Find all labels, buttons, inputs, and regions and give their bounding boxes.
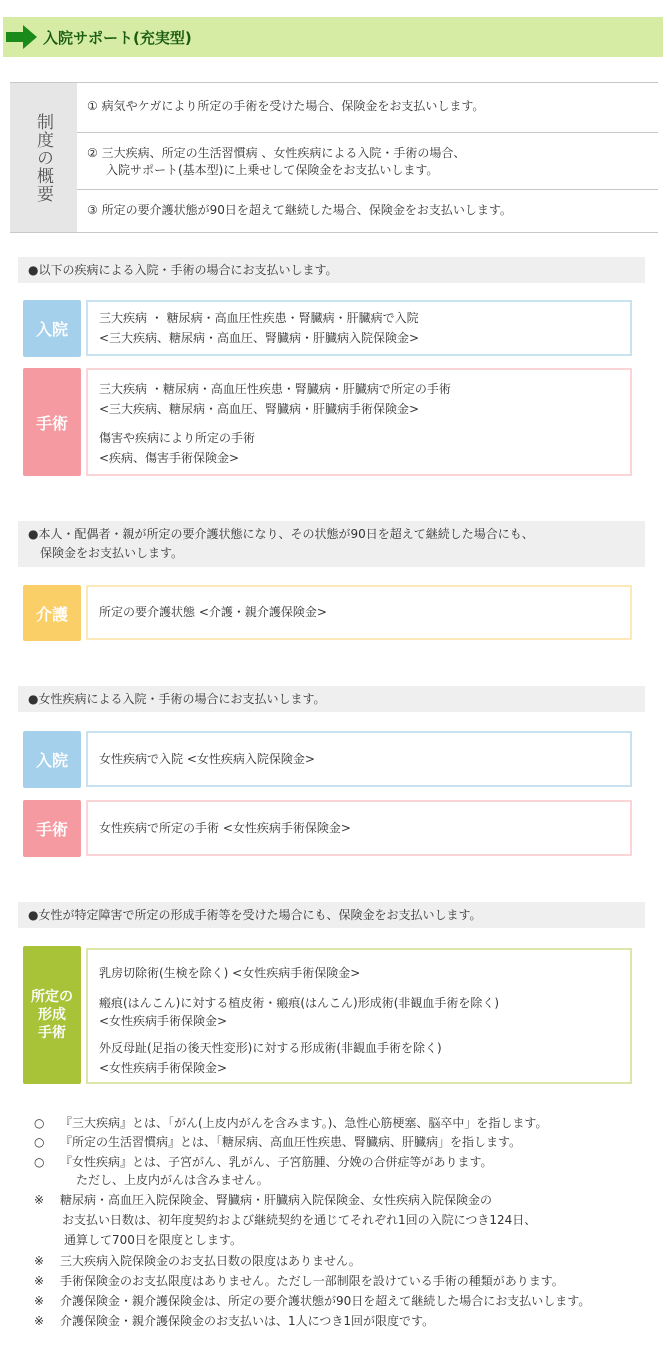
box-text: 所定の要介護状態 <介護・親介護保険金>: [99, 605, 327, 619]
section-heading: [18, 257, 645, 283]
overview-row: [77, 83, 658, 133]
page-title-bar: [3, 17, 663, 57]
box-text: 乳房切除術(生検を除く) <女性疾病手術保険金>: [99, 966, 361, 980]
note-text: 通算して700日を限度とします。: [64, 1233, 242, 1247]
note-mark: ○: [34, 1155, 45, 1169]
note-text: 『三大疾病』とは、「がん(上皮内がんを含みます。)、急性心筋梗塞、脳卒中」を指します。: [60, 1116, 548, 1130]
overview-item-2-line2: 入院サポート(基本型)に上乗せして保険金をお支払いします。: [106, 163, 439, 177]
section-heading-text: 保険金をお支払いします。: [40, 546, 184, 560]
note-mark: ※: [34, 1314, 45, 1328]
note-text: 『女性疾病』とは、子宮がん、乳がん、子宮筋腫、分娩の合併症等があります。: [60, 1155, 493, 1169]
box-text: 三大疾病 ・糖尿病・高血圧性疾患・腎臓病・肝臓病で所定の手術: [99, 382, 451, 396]
female-surgery-box: [86, 800, 632, 856]
box-text: 外反母趾(足指の後天性変形)に対する形成術(非観血手術を除く): [99, 1041, 442, 1055]
section-heading-text: ●以下の疾病による入院・手術の場合にお支払いします。: [28, 263, 338, 277]
section-heading: [18, 521, 645, 567]
section-heading-text: ●本人・配偶者・親が所定の要介護状態になり、その状態が90日を超えて継続した場合にも、: [28, 527, 534, 541]
plastic-surgery-box: [86, 948, 632, 1084]
note-mark: ○: [34, 1116, 45, 1130]
note-text: 介護保険金・親介護保険金のお支払いは、1人につき1回が限度です。: [60, 1314, 435, 1328]
box-text: 傷害や疾病により所定の手術: [99, 431, 256, 445]
hospital-tag: 入院: [23, 731, 81, 788]
overview-label-cell: [10, 83, 77, 232]
female-hospital-box: [86, 731, 632, 787]
right-arrow-icon: [6, 25, 37, 49]
hospital-box: [86, 300, 632, 356]
overview-item-2-line1: ② 三大疾病、所定の生活習慣病 、女性疾病による入院・手術の場合、: [87, 146, 466, 160]
surgery-tag: 手術: [23, 800, 81, 857]
page-title: 入院サポート(充実型): [43, 29, 192, 47]
note-text: 糖尿病・高血圧入院保険金、腎臓病・肝臓病入院保険金、女性疾病入院保険金の: [60, 1193, 493, 1207]
section-heading: [18, 902, 645, 928]
section-heading-text: ●女性疾病による入院・手術の場合にお支払いします。: [28, 692, 326, 706]
overview-row: [77, 190, 658, 232]
overview-item-1: ① 病気やケガにより所定の手術を受けた場合、保険金をお支払いします。: [87, 99, 485, 113]
box-text: 三大疾病 ・ 糖尿病・高血圧性疾患・腎臓病・肝臓病で入院: [99, 311, 419, 325]
note-text: 手術保険金のお支払限度はありません。ただし一部制限を設けている手術の種類があります。: [60, 1274, 564, 1288]
overview-row: [77, 133, 658, 190]
note-mark: ※: [34, 1294, 45, 1308]
overview-item-3: ③ 所定の要介護状態が90日を超えて継続した場合、保険金をお支払いします。: [87, 203, 512, 217]
tag-text: 所定の: [31, 989, 73, 1005]
section-heading-text: ●女性が特定障害で所定の形成手術等を受けた場合にも、保険金をお支払いします。: [28, 908, 482, 922]
hospital-tag: 入院: [23, 300, 81, 357]
box-text: <女性疾病手術保険金>: [99, 1061, 228, 1075]
note-text: 介護保険金・親介護保険金は、所定の要介護状態が90日を超えて継続した場合にお支払いします。: [60, 1294, 591, 1308]
tag-text: 形成: [38, 1007, 66, 1023]
box-text: <疾病、傷害手術保険金>: [99, 451, 240, 465]
box-text: 女性疾病で所定の手術 <女性疾病手術保険金>: [99, 821, 351, 835]
box-text: <三大疾病、糖尿病・高血圧、腎臓病・肝臓病手術保険金>: [99, 402, 420, 416]
note-mark: ※: [34, 1254, 45, 1268]
note-text: ただし、上皮内がんは含みません。: [76, 1173, 269, 1187]
care-tag: 介護: [23, 585, 81, 641]
tag-text: 手術: [38, 1025, 66, 1041]
box-text: 瘢痕(はんこん)に対する植皮術・瘢痕(はんこん)形成術(非観血手術を除く): [99, 996, 500, 1010]
section-heading: [18, 686, 645, 712]
care-box: [86, 585, 632, 640]
box-text: 女性疾病で入院 <女性疾病入院保険金>: [99, 752, 315, 766]
note-text: 三大疾病入院保険金のお支払日数の限度はありません。: [60, 1254, 361, 1268]
note-text: お支払い日数は、初年度契約および継続契約を通じてそれぞれ1回の入院につき124日、: [62, 1213, 537, 1227]
overview-label: 制度の概要: [33, 112, 53, 203]
note-text: 『所定の生活習慣病』とは、「糖尿病、高血圧性疾患、腎臓病、肝臓病」を指します。: [60, 1135, 522, 1149]
overview-table: [10, 82, 658, 233]
note-mark: ○: [34, 1135, 45, 1149]
note-mark: ※: [34, 1193, 45, 1207]
box-text: <三大疾病、糖尿病・高血圧、腎臓病・肝臓病入院保険金>: [99, 331, 420, 345]
note-mark: ※: [34, 1274, 45, 1288]
plastic-surgery-tag: [23, 946, 81, 1084]
surgery-tag: 手術: [23, 368, 81, 476]
box-text: <女性疾病手術保険金>: [99, 1014, 228, 1028]
surgery-box: [86, 368, 632, 476]
